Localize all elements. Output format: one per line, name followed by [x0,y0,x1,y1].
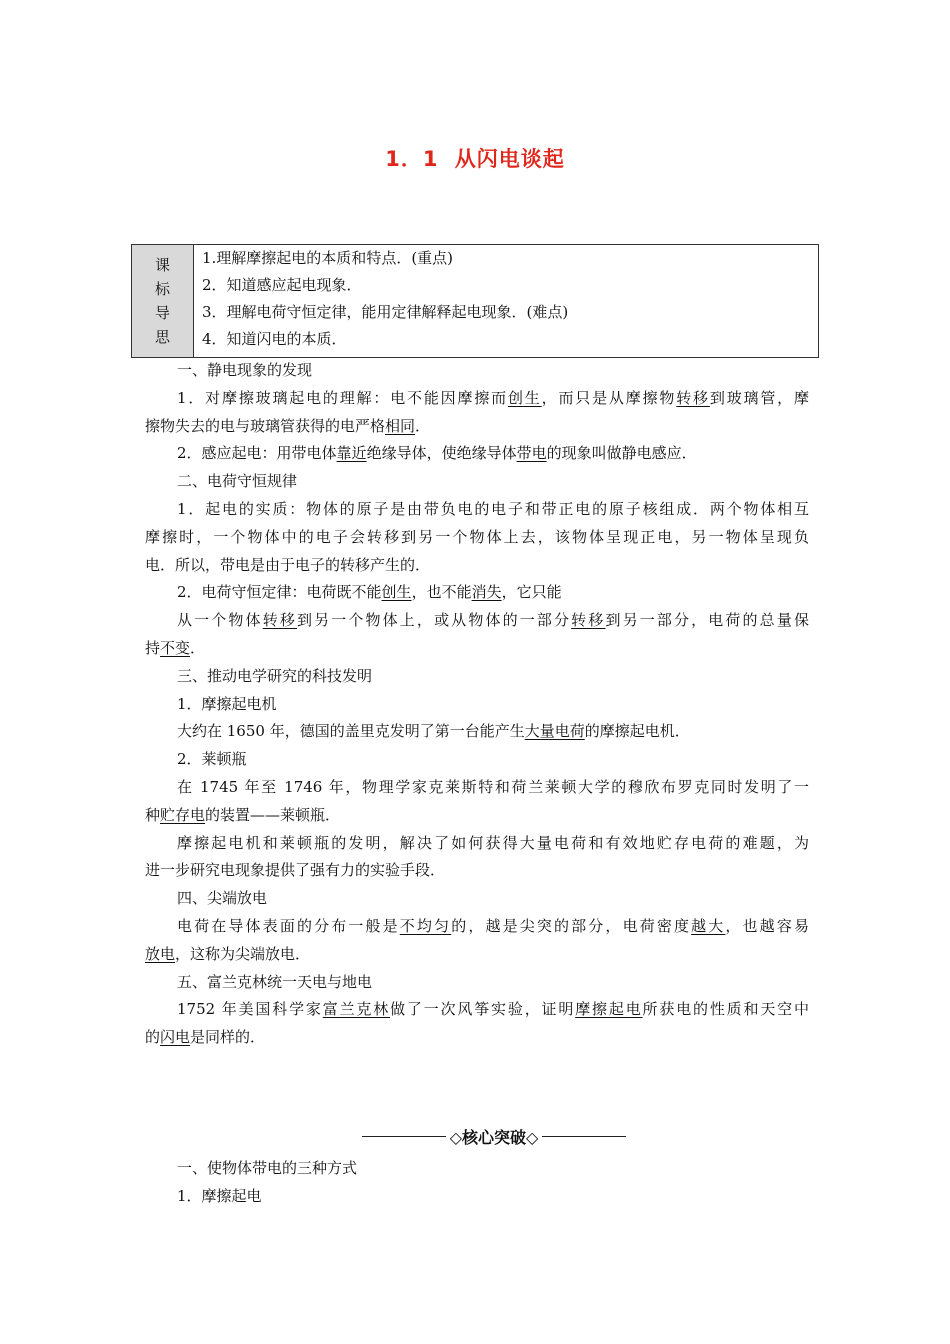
section-number: 1．1 [385,147,439,171]
objectives-list [194,245,818,357]
paragraph-line: 放电，这称为尖端放电． [145,944,311,963]
paragraph-line: 电荷在导体表面的分布一般是不均匀的，越是尖突的部分，电荷密度越大，也越容易 [177,916,809,935]
objective-item: 1.理解摩擦起电的本质和特点．(重点) [202,249,454,267]
subsection-heading: 2．莱顿瓶 [177,750,247,769]
objectives-label [132,245,194,357]
page-title [0,143,950,173]
answer-blank: 放电 [145,944,176,963]
paragraph-line: 擦物失去的电与玻璃管获得的电严格相同． [145,416,431,435]
label-char: 标 [154,280,170,298]
paragraph-line: 进一步研究电现象提供了强有力的实验手段． [145,861,446,880]
answer-blank: 富兰克林 [322,1000,391,1019]
label-char: 课 [154,256,170,274]
main-content [145,357,809,1052]
banner-rule-right [542,1136,626,1137]
section-heading: 二、电荷守恒规律 [177,472,298,491]
answer-blank: 创生 [381,583,412,602]
answer-blank: 贮存电 [160,805,206,824]
paragraph-line: 1．对摩擦玻璃起电的理解：电不能因摩擦而创生，而只是从摩擦物转移到玻璃管，摩 [177,388,809,407]
label-char: 思 [154,328,170,346]
paragraph-line: 1．起电的实质：物体的原子是由带负电的电子和带正电的原子核组成．两个物体相互 [177,499,809,518]
banner-rule-left [362,1136,446,1137]
banner-text: ◇核心突破◇ [449,1127,539,1147]
answer-blank: 不均匀 [399,916,452,935]
answer-blank: 转移 [262,611,297,630]
paragraph-line: 持不变． [145,638,206,657]
answer-blank: 越大 [691,916,726,935]
answer-blank: 创生 [507,388,542,407]
answer-blank: 闪电 [160,1028,191,1047]
answer-blank: 转移 [676,388,710,407]
objectives-table [131,244,819,358]
section-title: 从闪电谈起 [454,147,565,171]
paragraph-line: 2．电荷守恒定律：电荷既不能创生，也不能消失，它只能 [177,583,562,602]
paragraph-line: 在 1745 年至 1746 年，物理学家克莱斯特和荷兰莱顿大学的穆欣布罗克同时发明了一 [177,777,809,796]
objective-item: 3．理解电荷守恒定律，能用定律解释起电现象．(难点) [202,303,569,321]
core-breakthrough-banner [362,1124,626,1148]
answer-blank: 消失 [471,583,502,602]
answer-blank: 不变 [160,638,191,657]
paragraph-line: 的闪电是同样的． [145,1028,266,1047]
subsection-heading: 1．摩擦起电机 [177,694,277,713]
objective-item: 4．知道闪电的本质． [202,330,347,348]
paragraph-line: 从一个物体转移到另一个物体上，或从物体的一部分转移到另一部分，电荷的总量保 [177,611,809,630]
section-heading: 一、使物体带电的三种方式 [177,1159,358,1177]
objective-item: 2．知道感应起电现象． [202,276,362,294]
paragraph-line: 摩擦起电机和莱顿瓶的发明，解决了如何获得大量电荷和有效地贮存电荷的难题，为 [177,833,809,852]
answer-blank: 转移 [571,611,606,630]
paragraph-line: 电．所以，带电是由于电子的转移产生的． [145,555,431,574]
answer-blank: 大量电荷 [524,722,585,741]
section-heading: 三、推动电学研究的科技发明 [177,666,373,685]
label-char: 导 [154,304,170,322]
paragraph-line: 种贮存电的装置——莱顿瓶． [145,805,341,824]
section-heading: 一、静电现象的发现 [177,361,313,379]
answer-blank: 摩擦起电 [575,1000,643,1019]
paragraph-line: 大约在 1650 年，德国的盖里克发明了第一台能产生大量电荷的摩擦起电机． [177,722,690,741]
answer-blank: 带电 [516,444,547,463]
paragraph-line: 2．感应起电：用带电体靠近绝缘导体，使绝缘导体带电的现象叫做静电感应． [177,444,697,463]
subsection-heading: 1．摩擦起电 [177,1186,262,1205]
paragraph-line: 1752 年美国科学家富兰克林做了一次风筝实验，证明摩擦起电所获电的性质和天空中 [177,1000,809,1019]
section-heading: 四、尖端放电 [177,889,268,908]
answer-blank: 相同 [385,416,416,435]
answer-blank: 靠近 [336,444,367,463]
next-section [145,1155,809,1211]
paragraph-line: 摩擦时，一个物体中的电子会转移到另一个物体上去，该物体呈现正电，另一物体呈现负 [145,527,809,546]
section-heading: 五、富兰克林统一天电与地电 [177,972,373,991]
